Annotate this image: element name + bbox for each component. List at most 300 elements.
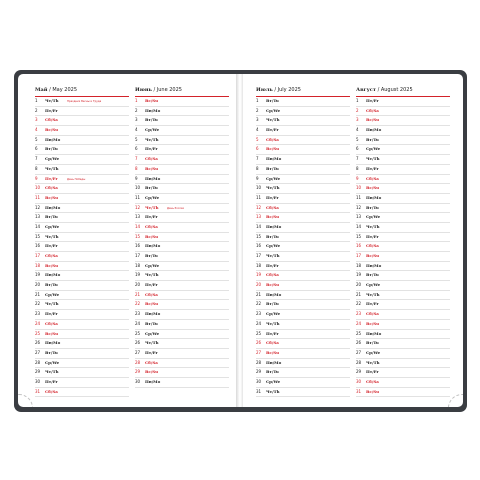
day-number: 14 bbox=[356, 223, 362, 229]
day-number: 26 bbox=[356, 340, 362, 346]
month-name-ru: Июль bbox=[256, 87, 273, 93]
day-number: 2 bbox=[135, 107, 138, 113]
weekday-label: Пн/Mo bbox=[45, 204, 61, 210]
day-row bbox=[256, 155, 350, 165]
day-row bbox=[35, 184, 129, 194]
weekday-label: Пт/Fr bbox=[145, 146, 158, 152]
day-row bbox=[356, 175, 450, 185]
day-row bbox=[256, 126, 350, 136]
day-row bbox=[356, 339, 450, 349]
weekday-label: Пт/Fr bbox=[366, 369, 379, 375]
month-column-june bbox=[135, 85, 229, 388]
day-row bbox=[135, 359, 229, 369]
day-number: 4 bbox=[256, 127, 259, 133]
day-number: 15 bbox=[35, 233, 41, 239]
weekday-label: Вс/Su bbox=[366, 388, 380, 394]
day-row bbox=[256, 378, 350, 388]
weekday-label: Пт/Fr bbox=[266, 194, 279, 200]
weekday-label: Сб/Sa bbox=[45, 388, 58, 394]
day-row bbox=[35, 300, 129, 310]
day-number: 28 bbox=[135, 359, 141, 365]
weekday-label: Чт/Th bbox=[366, 156, 380, 162]
day-number: 10 bbox=[356, 185, 362, 191]
day-number: 2 bbox=[356, 107, 359, 113]
weekday-label: Ср/We bbox=[45, 291, 60, 297]
day-row bbox=[135, 213, 229, 223]
weekday-label: Пт/Fr bbox=[266, 330, 279, 336]
weekday-label: Пт/Fr bbox=[266, 262, 279, 268]
day-row bbox=[356, 194, 450, 204]
weekday-label: Вс/Su bbox=[366, 253, 380, 258]
day-number: 18 bbox=[135, 262, 141, 268]
day-number: 31 bbox=[35, 388, 41, 394]
day-number: 24 bbox=[135, 320, 141, 326]
weekday-label: Ср/We bbox=[266, 107, 281, 113]
day-row bbox=[135, 242, 229, 252]
day-number: 22 bbox=[256, 301, 262, 307]
day-row bbox=[256, 184, 350, 194]
day-row bbox=[35, 213, 129, 223]
day-list bbox=[35, 97, 129, 397]
weekday-label: Пн/Mo bbox=[366, 194, 382, 200]
weekday-label: Чт/Th bbox=[145, 136, 159, 142]
day-row bbox=[356, 145, 450, 155]
day-row bbox=[356, 252, 450, 262]
day-number: 25 bbox=[256, 330, 262, 336]
day-number: 6 bbox=[35, 146, 38, 152]
weekday-label: Пт/Fr bbox=[45, 243, 58, 249]
weekday-label: Чт/Th bbox=[45, 369, 59, 375]
day-number: 31 bbox=[256, 388, 262, 394]
day-number: 21 bbox=[256, 291, 262, 297]
day-row bbox=[135, 165, 229, 175]
weekday-label: Пн/Mo bbox=[45, 272, 61, 278]
day-number: 20 bbox=[135, 282, 141, 288]
right-page bbox=[243, 74, 463, 407]
weekday-label: Пн/Mo bbox=[366, 262, 382, 268]
day-number: 7 bbox=[35, 156, 38, 162]
day-row bbox=[256, 349, 350, 359]
month-name-en: / July 2025 bbox=[274, 87, 301, 93]
day-number: 21 bbox=[35, 291, 41, 297]
weekday-label: Сб/Sa bbox=[145, 223, 158, 229]
day-row bbox=[356, 233, 450, 243]
weekday-label: Сб/Sa bbox=[366, 311, 379, 317]
month-column-may bbox=[35, 85, 129, 397]
left-page bbox=[18, 74, 237, 407]
day-number: 17 bbox=[256, 253, 262, 258]
day-row bbox=[356, 300, 450, 310]
day-row bbox=[35, 339, 129, 349]
day-row bbox=[256, 204, 350, 214]
day-row bbox=[135, 310, 229, 320]
day-row bbox=[256, 310, 350, 320]
weekday-label: Чт/Th bbox=[266, 117, 280, 123]
day-row bbox=[135, 194, 229, 204]
day-row bbox=[135, 368, 229, 378]
month-name-en: / May 2025 bbox=[49, 87, 78, 93]
day-number: 12 bbox=[35, 204, 41, 210]
weekday-label: Ср/We bbox=[266, 175, 281, 181]
day-number: 27 bbox=[256, 349, 262, 355]
month-header bbox=[35, 85, 129, 97]
day-number: 14 bbox=[35, 223, 41, 229]
weekday-label: Вт/Tu bbox=[266, 98, 279, 103]
day-row bbox=[356, 349, 450, 359]
day-row bbox=[135, 330, 229, 340]
weekday-label: Ср/We bbox=[145, 127, 160, 133]
day-row bbox=[135, 300, 229, 310]
weekday-label: Сб/Sa bbox=[145, 291, 158, 297]
weekday-label: Пт/Fr bbox=[145, 282, 158, 288]
weekday-label: Сб/Sa bbox=[366, 107, 379, 113]
day-number: 1 bbox=[356, 98, 359, 103]
day-row bbox=[356, 223, 450, 233]
day-row bbox=[356, 291, 450, 301]
day-row bbox=[35, 349, 129, 359]
weekday-label: Сб/Sa bbox=[266, 340, 279, 346]
month-header bbox=[135, 85, 229, 97]
day-row bbox=[356, 320, 450, 330]
day-number: 9 bbox=[256, 175, 259, 181]
day-number: 5 bbox=[135, 136, 138, 142]
weekday-label: Пт/Fr bbox=[45, 311, 58, 317]
day-number: 3 bbox=[256, 117, 259, 123]
weekday-label: Чт/Th bbox=[45, 165, 59, 171]
weekday-label: Сб/Sa bbox=[366, 243, 379, 249]
day-row bbox=[35, 388, 129, 398]
day-number: 29 bbox=[35, 369, 41, 375]
day-row bbox=[135, 126, 229, 136]
day-number: 22 bbox=[135, 301, 141, 307]
day-number: 15 bbox=[256, 233, 262, 239]
day-number: 30 bbox=[256, 378, 262, 384]
day-row bbox=[135, 233, 229, 243]
day-number: 6 bbox=[256, 146, 259, 152]
weekday-label: Ср/We bbox=[45, 223, 60, 229]
day-number: 19 bbox=[135, 272, 141, 278]
weekday-label: Пн/Mo bbox=[145, 107, 161, 113]
day-row bbox=[356, 388, 450, 398]
weekday-label: Вс/Su bbox=[45, 127, 59, 133]
day-number: 19 bbox=[256, 272, 262, 278]
day-number: 9 bbox=[135, 175, 138, 181]
day-row bbox=[256, 271, 350, 281]
day-number: 12 bbox=[356, 204, 362, 210]
day-number: 29 bbox=[256, 369, 262, 375]
day-row bbox=[35, 145, 129, 155]
weekday-label: Вс/Su bbox=[366, 117, 380, 123]
day-number: 17 bbox=[135, 253, 141, 258]
weekday-label: Чт/Th bbox=[366, 223, 380, 229]
day-row bbox=[135, 291, 229, 301]
corner-fold-mark bbox=[448, 394, 463, 407]
weekday-label: Пт/Fr bbox=[366, 165, 379, 171]
day-row bbox=[35, 233, 129, 243]
weekday-label: Вс/Su bbox=[266, 282, 280, 288]
day-row bbox=[256, 252, 350, 262]
day-number: 24 bbox=[256, 320, 262, 326]
day-number: 8 bbox=[135, 165, 138, 171]
day-row bbox=[256, 107, 350, 117]
weekday-label: Вт/Tu bbox=[366, 204, 379, 210]
day-number: 6 bbox=[135, 146, 138, 152]
day-number: 8 bbox=[35, 165, 38, 171]
holiday-note: Праздник Весны и Труда bbox=[67, 100, 102, 103]
weekday-label: Вт/Tu bbox=[45, 214, 58, 220]
day-row bbox=[35, 281, 129, 291]
day-number: 1 bbox=[256, 98, 259, 103]
day-row bbox=[135, 175, 229, 185]
day-number: 10 bbox=[35, 185, 41, 191]
day-number: 16 bbox=[256, 243, 262, 249]
day-row bbox=[256, 175, 350, 185]
day-row bbox=[35, 204, 129, 214]
weekday-label: Пн/Mo bbox=[266, 291, 282, 297]
day-number: 11 bbox=[135, 194, 141, 200]
day-row bbox=[256, 368, 350, 378]
month-name-ru: Май bbox=[35, 87, 48, 93]
day-row bbox=[35, 165, 129, 175]
day-number: 23 bbox=[256, 311, 262, 317]
weekday-label: Сб/Sa bbox=[45, 253, 58, 258]
weekday-label: Пт/Fr bbox=[145, 214, 158, 220]
day-row bbox=[356, 116, 450, 126]
weekday-label: Ср/We bbox=[145, 330, 160, 336]
day-number: 18 bbox=[256, 262, 262, 268]
day-number: 4 bbox=[135, 127, 138, 133]
day-row bbox=[356, 213, 450, 223]
day-row bbox=[256, 97, 350, 107]
weekday-label: Вс/Su bbox=[266, 214, 280, 220]
day-row bbox=[35, 175, 129, 185]
day-number: 3 bbox=[35, 117, 38, 123]
day-row bbox=[256, 281, 350, 291]
day-row bbox=[135, 204, 229, 214]
day-row bbox=[356, 378, 450, 388]
day-row bbox=[356, 330, 450, 340]
weekday-label: Вт/Tu bbox=[366, 136, 379, 142]
day-row bbox=[356, 281, 450, 291]
day-number: 10 bbox=[256, 185, 262, 191]
day-row bbox=[135, 271, 229, 281]
weekday-label: Пт/Fr bbox=[366, 233, 379, 239]
weekday-label: Ср/We bbox=[366, 214, 381, 220]
day-number: 20 bbox=[256, 282, 262, 288]
day-number: 22 bbox=[35, 301, 41, 307]
weekday-label: Пн/Mo bbox=[366, 127, 382, 133]
weekday-label: Сб/Sa bbox=[145, 359, 158, 365]
weekday-label: Чт/Th bbox=[45, 98, 59, 103]
day-row bbox=[256, 291, 350, 301]
day-number: 26 bbox=[135, 340, 141, 346]
day-row bbox=[135, 184, 229, 194]
day-row bbox=[35, 262, 129, 272]
day-row bbox=[35, 136, 129, 146]
day-row bbox=[35, 194, 129, 204]
day-row bbox=[35, 242, 129, 252]
weekday-label: Вт/Tu bbox=[145, 185, 158, 191]
day-row bbox=[135, 97, 229, 107]
day-list bbox=[135, 97, 229, 388]
weekday-label: Пн/Mo bbox=[145, 378, 161, 384]
weekday-label: Ср/We bbox=[266, 311, 281, 317]
day-row bbox=[356, 359, 450, 369]
day-row bbox=[135, 107, 229, 117]
day-row bbox=[256, 223, 350, 233]
holiday-note: День Победы bbox=[67, 177, 86, 181]
day-row bbox=[256, 213, 350, 223]
weekday-label: Вт/Tu bbox=[366, 340, 379, 346]
day-number: 10 bbox=[135, 185, 141, 191]
day-number: 28 bbox=[35, 359, 41, 365]
day-row bbox=[356, 136, 450, 146]
day-row bbox=[256, 136, 350, 146]
weekday-label: Вс/Su bbox=[266, 349, 280, 355]
day-row bbox=[256, 262, 350, 272]
weekday-label: Пн/Mo bbox=[45, 340, 61, 346]
day-row bbox=[256, 359, 350, 369]
day-number: 18 bbox=[356, 262, 362, 268]
day-row bbox=[256, 116, 350, 126]
weekday-label: Пн/Mo bbox=[45, 136, 61, 142]
weekday-label: Чт/Th bbox=[266, 388, 280, 394]
weekday-label: Вс/Su bbox=[366, 320, 380, 326]
day-list bbox=[356, 97, 450, 397]
weekday-label: Пт/Fr bbox=[45, 175, 58, 181]
month-name-en: / June 2025 bbox=[153, 87, 182, 93]
day-number: 15 bbox=[356, 233, 362, 239]
day-number: 20 bbox=[356, 282, 362, 288]
weekday-label: Вс/Su bbox=[45, 262, 59, 268]
day-number: 19 bbox=[356, 272, 362, 278]
weekday-label: Чт/Th bbox=[266, 320, 280, 326]
weekday-label: Пт/Fr bbox=[145, 349, 158, 355]
day-number: 13 bbox=[35, 214, 41, 220]
day-number: 7 bbox=[256, 156, 259, 162]
weekday-label: Вс/Su bbox=[145, 233, 159, 239]
day-row bbox=[356, 204, 450, 214]
weekday-label: Пн/Mo bbox=[266, 223, 282, 229]
weekday-label: Ср/We bbox=[145, 262, 160, 268]
day-row bbox=[35, 320, 129, 330]
weekday-label: Вс/Su bbox=[45, 330, 59, 336]
weekday-label: Вс/Su bbox=[266, 146, 280, 152]
weekday-label: Пн/Mo bbox=[145, 311, 161, 317]
day-row bbox=[35, 155, 129, 165]
weekday-label: Сб/Sa bbox=[366, 175, 379, 181]
day-number: 20 bbox=[35, 282, 41, 288]
weekday-label: Ср/We bbox=[266, 378, 281, 384]
day-number: 21 bbox=[135, 291, 141, 297]
day-number: 11 bbox=[35, 194, 41, 200]
day-number: 17 bbox=[35, 253, 41, 258]
day-number: 31 bbox=[356, 388, 362, 394]
weekday-label: Вт/Tu bbox=[45, 282, 58, 288]
day-number: 25 bbox=[356, 330, 362, 336]
day-row bbox=[135, 281, 229, 291]
day-row bbox=[256, 145, 350, 155]
corner-fold-mark bbox=[18, 394, 33, 407]
weekday-label: Пн/Mo bbox=[266, 156, 282, 162]
weekday-label: Вс/Su bbox=[145, 165, 159, 171]
weekday-label: Пт/Fr bbox=[45, 378, 58, 384]
weekday-label: Чт/Th bbox=[266, 253, 280, 258]
holiday-note: День России bbox=[167, 206, 185, 210]
weekday-label: Ср/We bbox=[266, 243, 281, 249]
day-number: 23 bbox=[135, 311, 141, 317]
day-row bbox=[356, 97, 450, 107]
weekday-label: Вт/Tu bbox=[145, 253, 158, 258]
weekday-label: Ср/We bbox=[366, 146, 381, 152]
day-row bbox=[35, 378, 129, 388]
day-row bbox=[356, 126, 450, 136]
month-name-en: / August 2025 bbox=[377, 87, 413, 93]
day-number: 8 bbox=[256, 165, 259, 171]
weekday-label: Ср/We bbox=[366, 282, 381, 288]
day-number: 27 bbox=[135, 349, 141, 355]
month-name-ru: Август bbox=[356, 87, 376, 93]
weekday-label: Вт/Tu bbox=[145, 117, 158, 123]
day-row bbox=[135, 155, 229, 165]
day-number: 27 bbox=[356, 349, 362, 355]
weekday-label: Ср/We bbox=[366, 349, 381, 355]
day-row bbox=[256, 300, 350, 310]
day-row bbox=[35, 97, 129, 107]
weekday-label: Сб/Sa bbox=[145, 156, 158, 162]
weekday-label: Вт/Tu bbox=[266, 165, 279, 171]
day-number: 12 bbox=[256, 204, 262, 210]
weekday-label: Чт/Th bbox=[366, 359, 380, 365]
weekday-label: Вс/Su bbox=[45, 194, 59, 200]
day-row bbox=[356, 262, 450, 272]
day-number: 23 bbox=[35, 311, 41, 317]
day-number: 8 bbox=[356, 165, 359, 171]
day-number: 12 bbox=[135, 204, 141, 210]
weekday-label: Чт/Th bbox=[145, 204, 159, 210]
day-row bbox=[35, 107, 129, 117]
day-row bbox=[256, 233, 350, 243]
day-number: 4 bbox=[356, 127, 359, 133]
weekday-label: Вт/Tu bbox=[266, 233, 279, 239]
weekday-label: Вт/Tu bbox=[266, 301, 279, 307]
day-number: 28 bbox=[356, 359, 362, 365]
day-number: 2 bbox=[35, 107, 38, 113]
weekday-label: Вт/Tu bbox=[145, 320, 158, 326]
day-number: 26 bbox=[256, 340, 262, 346]
day-row bbox=[135, 262, 229, 272]
day-row bbox=[35, 116, 129, 126]
weekday-label: Пт/Fr bbox=[366, 301, 379, 307]
day-row bbox=[356, 165, 450, 175]
weekday-label: Сб/Sa bbox=[45, 185, 58, 191]
day-row bbox=[35, 368, 129, 378]
day-number: 19 bbox=[35, 272, 41, 278]
day-number: 3 bbox=[135, 117, 138, 123]
weekday-label: Чт/Th bbox=[145, 272, 159, 278]
weekday-label: Сб/Sa bbox=[266, 204, 279, 210]
day-row bbox=[135, 223, 229, 233]
day-number: 11 bbox=[356, 194, 362, 200]
day-number: 9 bbox=[35, 175, 38, 181]
day-row bbox=[35, 330, 129, 340]
day-row bbox=[256, 165, 350, 175]
day-row bbox=[256, 194, 350, 204]
weekday-label: Вс/Su bbox=[366, 185, 380, 191]
weekday-label: Вс/Su bbox=[145, 98, 159, 103]
month-name-ru: Июнь bbox=[135, 87, 152, 93]
weekday-label: Вт/Tu bbox=[366, 272, 379, 278]
